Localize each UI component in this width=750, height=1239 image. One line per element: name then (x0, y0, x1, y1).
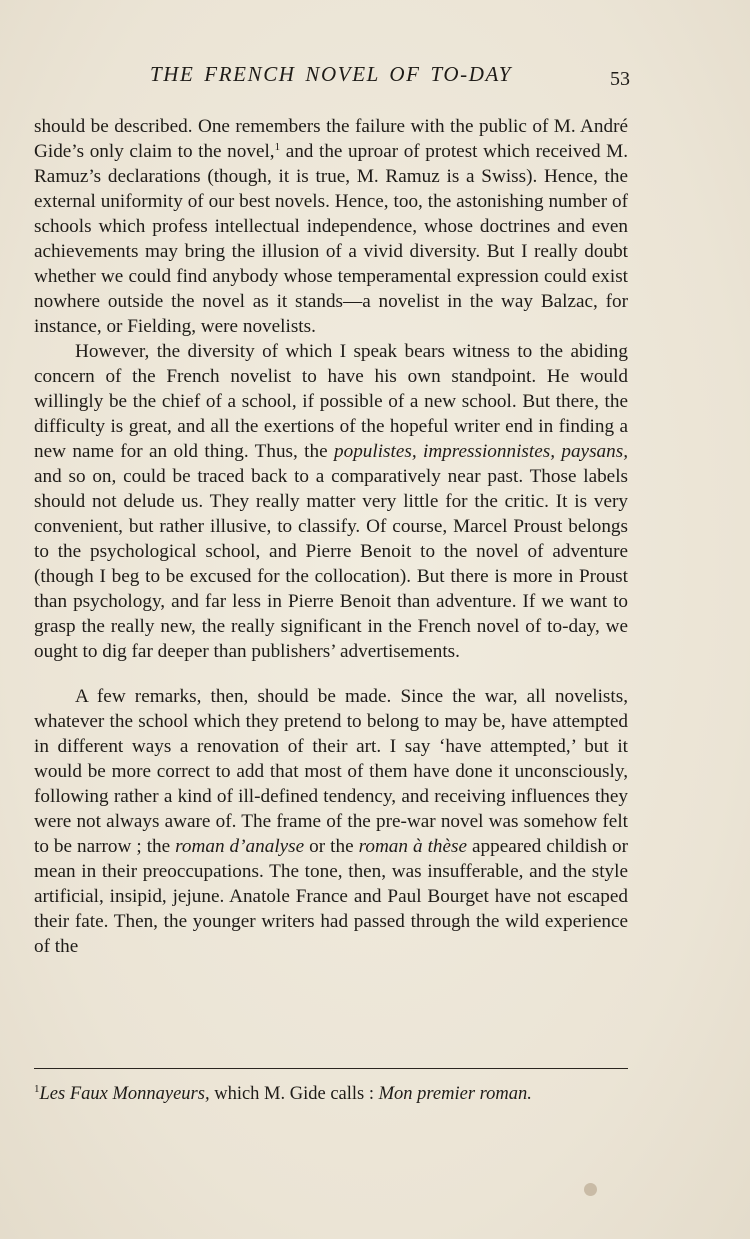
paragraph-1-text-b: and the uproar of protest which received M. Ramuz’s declarations (though, it is true, M. Ramuz is a Swiss). Hence, the external uniformity of our best novels. Hence, too, the astonishing number of schools which profess intellectual independence, whose doctrines and even achievements may bring the illusion of a vivid diversity. But I really doubt whether we could find anybody whose temperamental expression could exist nowhere outside the novel as it stands—a novelist in the way Balzac, for instance, or Fielding, were novelists. (34, 141, 628, 337)
footnote-text: which M. Gide calls : (209, 1084, 379, 1104)
footnote-marker: 1 (34, 1083, 40, 1095)
paragraph-3-text-b: or the (304, 836, 359, 857)
footnote (34, 1082, 628, 1106)
paragraph-3-text-a: A few remarks, then, should be made. Since the war, all novelists, whatever the school which they pretend to belong to may be, have attempted in different ways a renovation of their art. I say ‘have attempted,’ but it would be more correct to add that most of them have done it unconsciously, following rather a kind of ill-defined tendency, and receiving influences they were not always aware of. The frame of the pre-war novel was somehow felt to be narrow ; the (34, 686, 628, 857)
paragraph-3-italic-term-1: roman d’analyse (175, 836, 305, 857)
footnote-quote: Mon premier roman. (378, 1084, 532, 1104)
body-text (34, 114, 628, 959)
footnote-divider (34, 1068, 628, 1069)
paragraph-2-text-b: and so on, could be traced back to a comparatively near past. Those labels should not delude us. They really matter very little for the critic. It is very convenient, but rather illusive, to classify. Of course, Marcel Proust belongs to the psychological school, and Pierre Benoit to the novel of adventure (though I beg to be excused for the collocation). But there is more in Proust than psychology, and far less in Pierre Benoit than adventure. If we want to grasp the really new, the really significant in the French novel of to-day, we ought to dig far deeper than publishers’ advertisements. (34, 466, 628, 662)
running-title: THE FRENCH NOVEL OF TO-DAY (149, 62, 513, 86)
paragraph-2-text-a: However, the diversity of which I speak bears witness to the abiding concern of the French novelist to have his own standpoint. He would willingly be the chief of a school, if possible of a new school. But there, the difficulty is great, and all the exertions of the hopeful writer end in finding a new name for an old thing. Thus, the (34, 341, 628, 462)
paragraph-3-italic-term-2: roman à thèse (358, 836, 468, 857)
paragraph-2-italic-terms: populistes, impressionnistes, paysans, (334, 441, 628, 462)
paragraph-1 (34, 114, 628, 339)
paragraph-3 (34, 684, 628, 959)
paragraph-1-text-a: should be described. One remembers the failure with the public of M. André Gide’s only claim to the novel, (34, 116, 628, 162)
page-number: 53 (610, 68, 630, 90)
footnote-book-title: Les Faux Monnayeurs, (39, 1084, 210, 1104)
paragraph-3-text-c: appeared childish or mean in their preoccupations. The tone, then, was insufferable, and the style artificial, insipid, jejune. Anatole France and Paul Bourget have not escaped their fate. Then, the younger writers had passed through the wild experience of the (34, 836, 628, 957)
paper-stain (584, 1183, 597, 1196)
paragraph-2 (34, 339, 628, 664)
footnote-reference: 1 (274, 141, 281, 153)
running-head (34, 62, 628, 92)
